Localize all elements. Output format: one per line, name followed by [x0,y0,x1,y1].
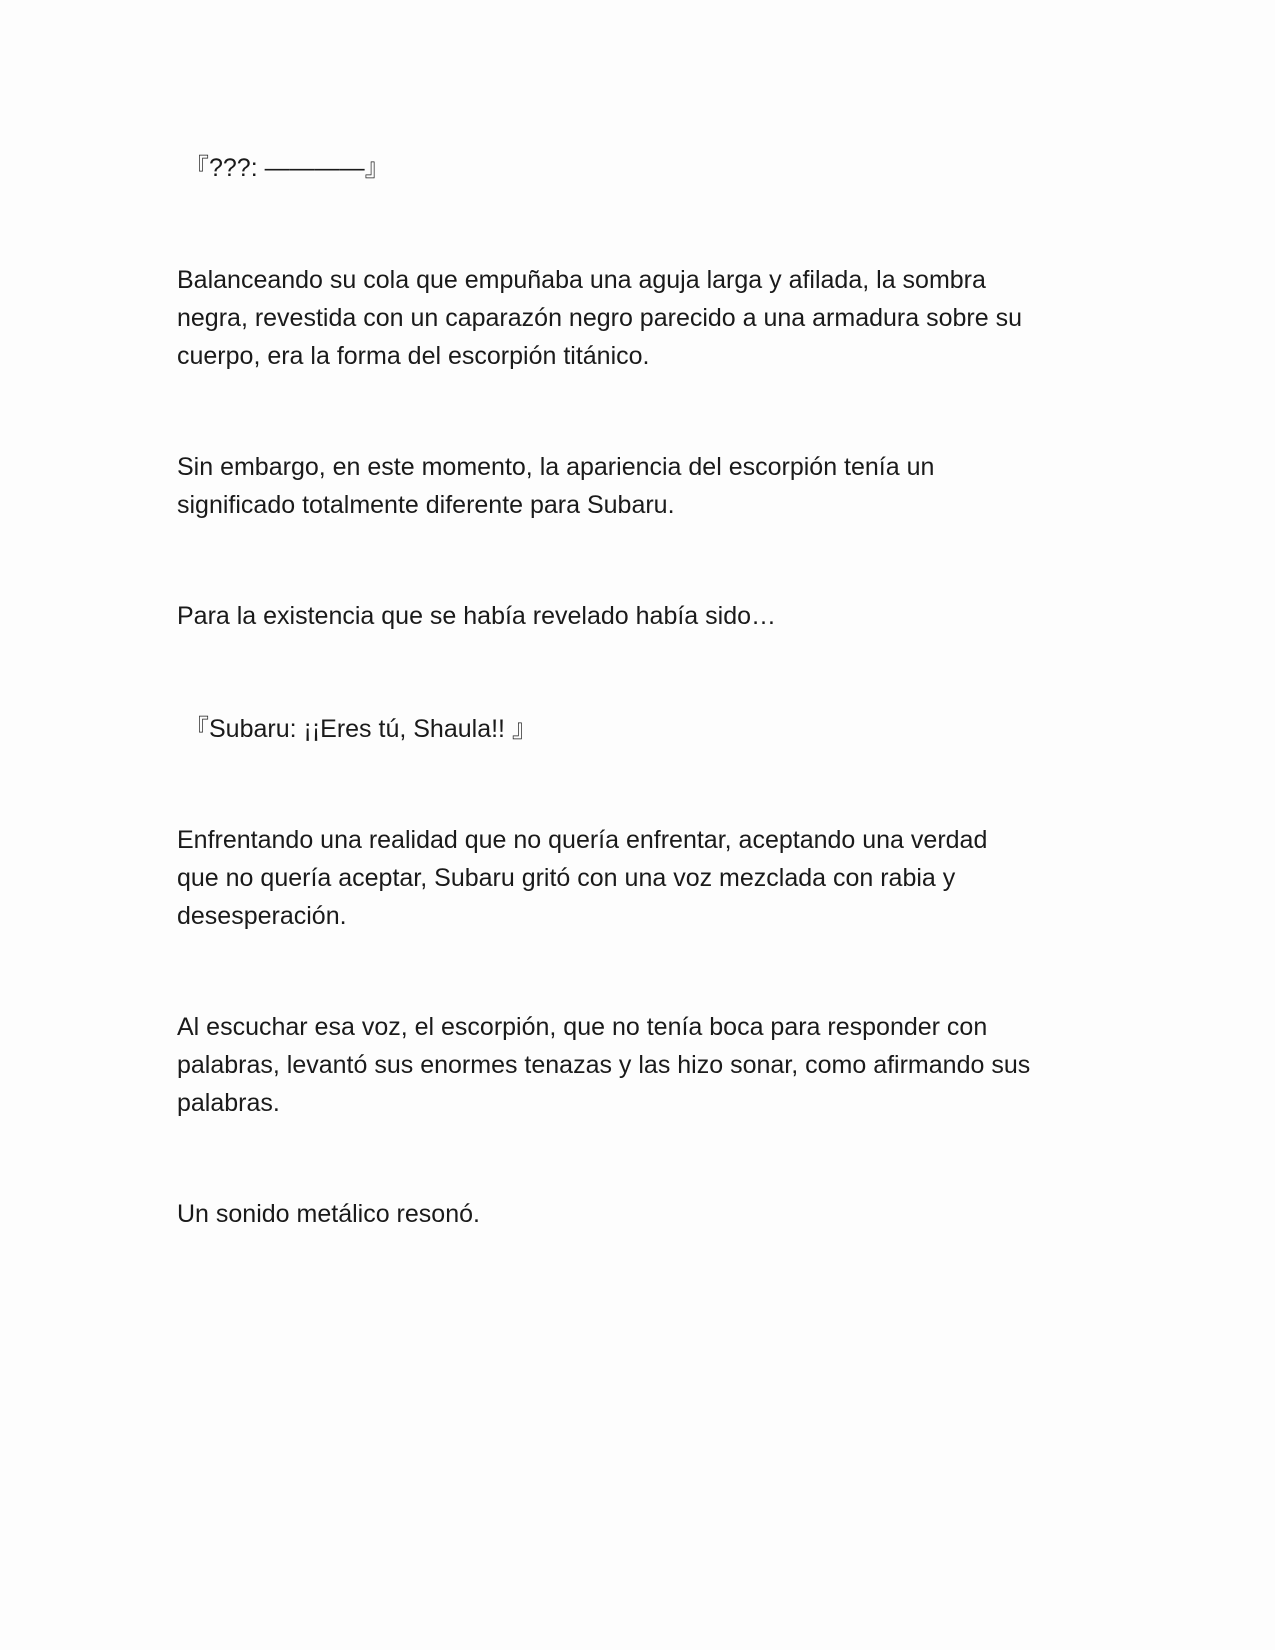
paragraph-3-line-1: Para la existencia que se había revelado había sido… [177,602,776,630]
paragraph-6-line-2: palabras, levantó sus enormes tenazas y las hizo sonar, como afirmando sus [177,1051,1031,1079]
dialogue-line-unknown: 『???: ————』 [184,154,390,182]
paragraph-5-line-1: Enfrentando una realidad que no quería enfrentar, aceptando una verdad [177,826,988,854]
paragraph-1-line-2: negra, revestida con un caparazón negro parecido a una armadura sobre su [177,304,1022,332]
paragraph-7-line-1: Un sonido metálico resonó. [177,1200,480,1228]
paragraph-1-line-1: Balanceando su cola que empuñaba una aguja larga y afilada, la sombra [177,266,986,294]
paragraph-5-line-2: que no quería aceptar, Subaru gritó con una voz mezclada con rabia y [177,864,956,892]
dialogue-line-subaru: 『Subaru: ¡¡Eres tú, Shaula!! 』 [184,715,537,743]
paragraph-1-line-3: cuerpo, era la forma del escorpión titánico. [177,342,650,370]
paragraph-2-line-1: Sin embargo, en este momento, la apariencia del escorpión tenía un [177,453,935,481]
paragraph-2-line-2: significado totalmente diferente para Subaru. [177,491,675,519]
paragraph-6-line-3: palabras. [177,1089,280,1117]
paragraph-6-line-1: Al escuchar esa voz, el escorpión, que no tenía boca para responder con [177,1013,988,1041]
paragraph-5-line-3: desesperación. [177,902,347,930]
